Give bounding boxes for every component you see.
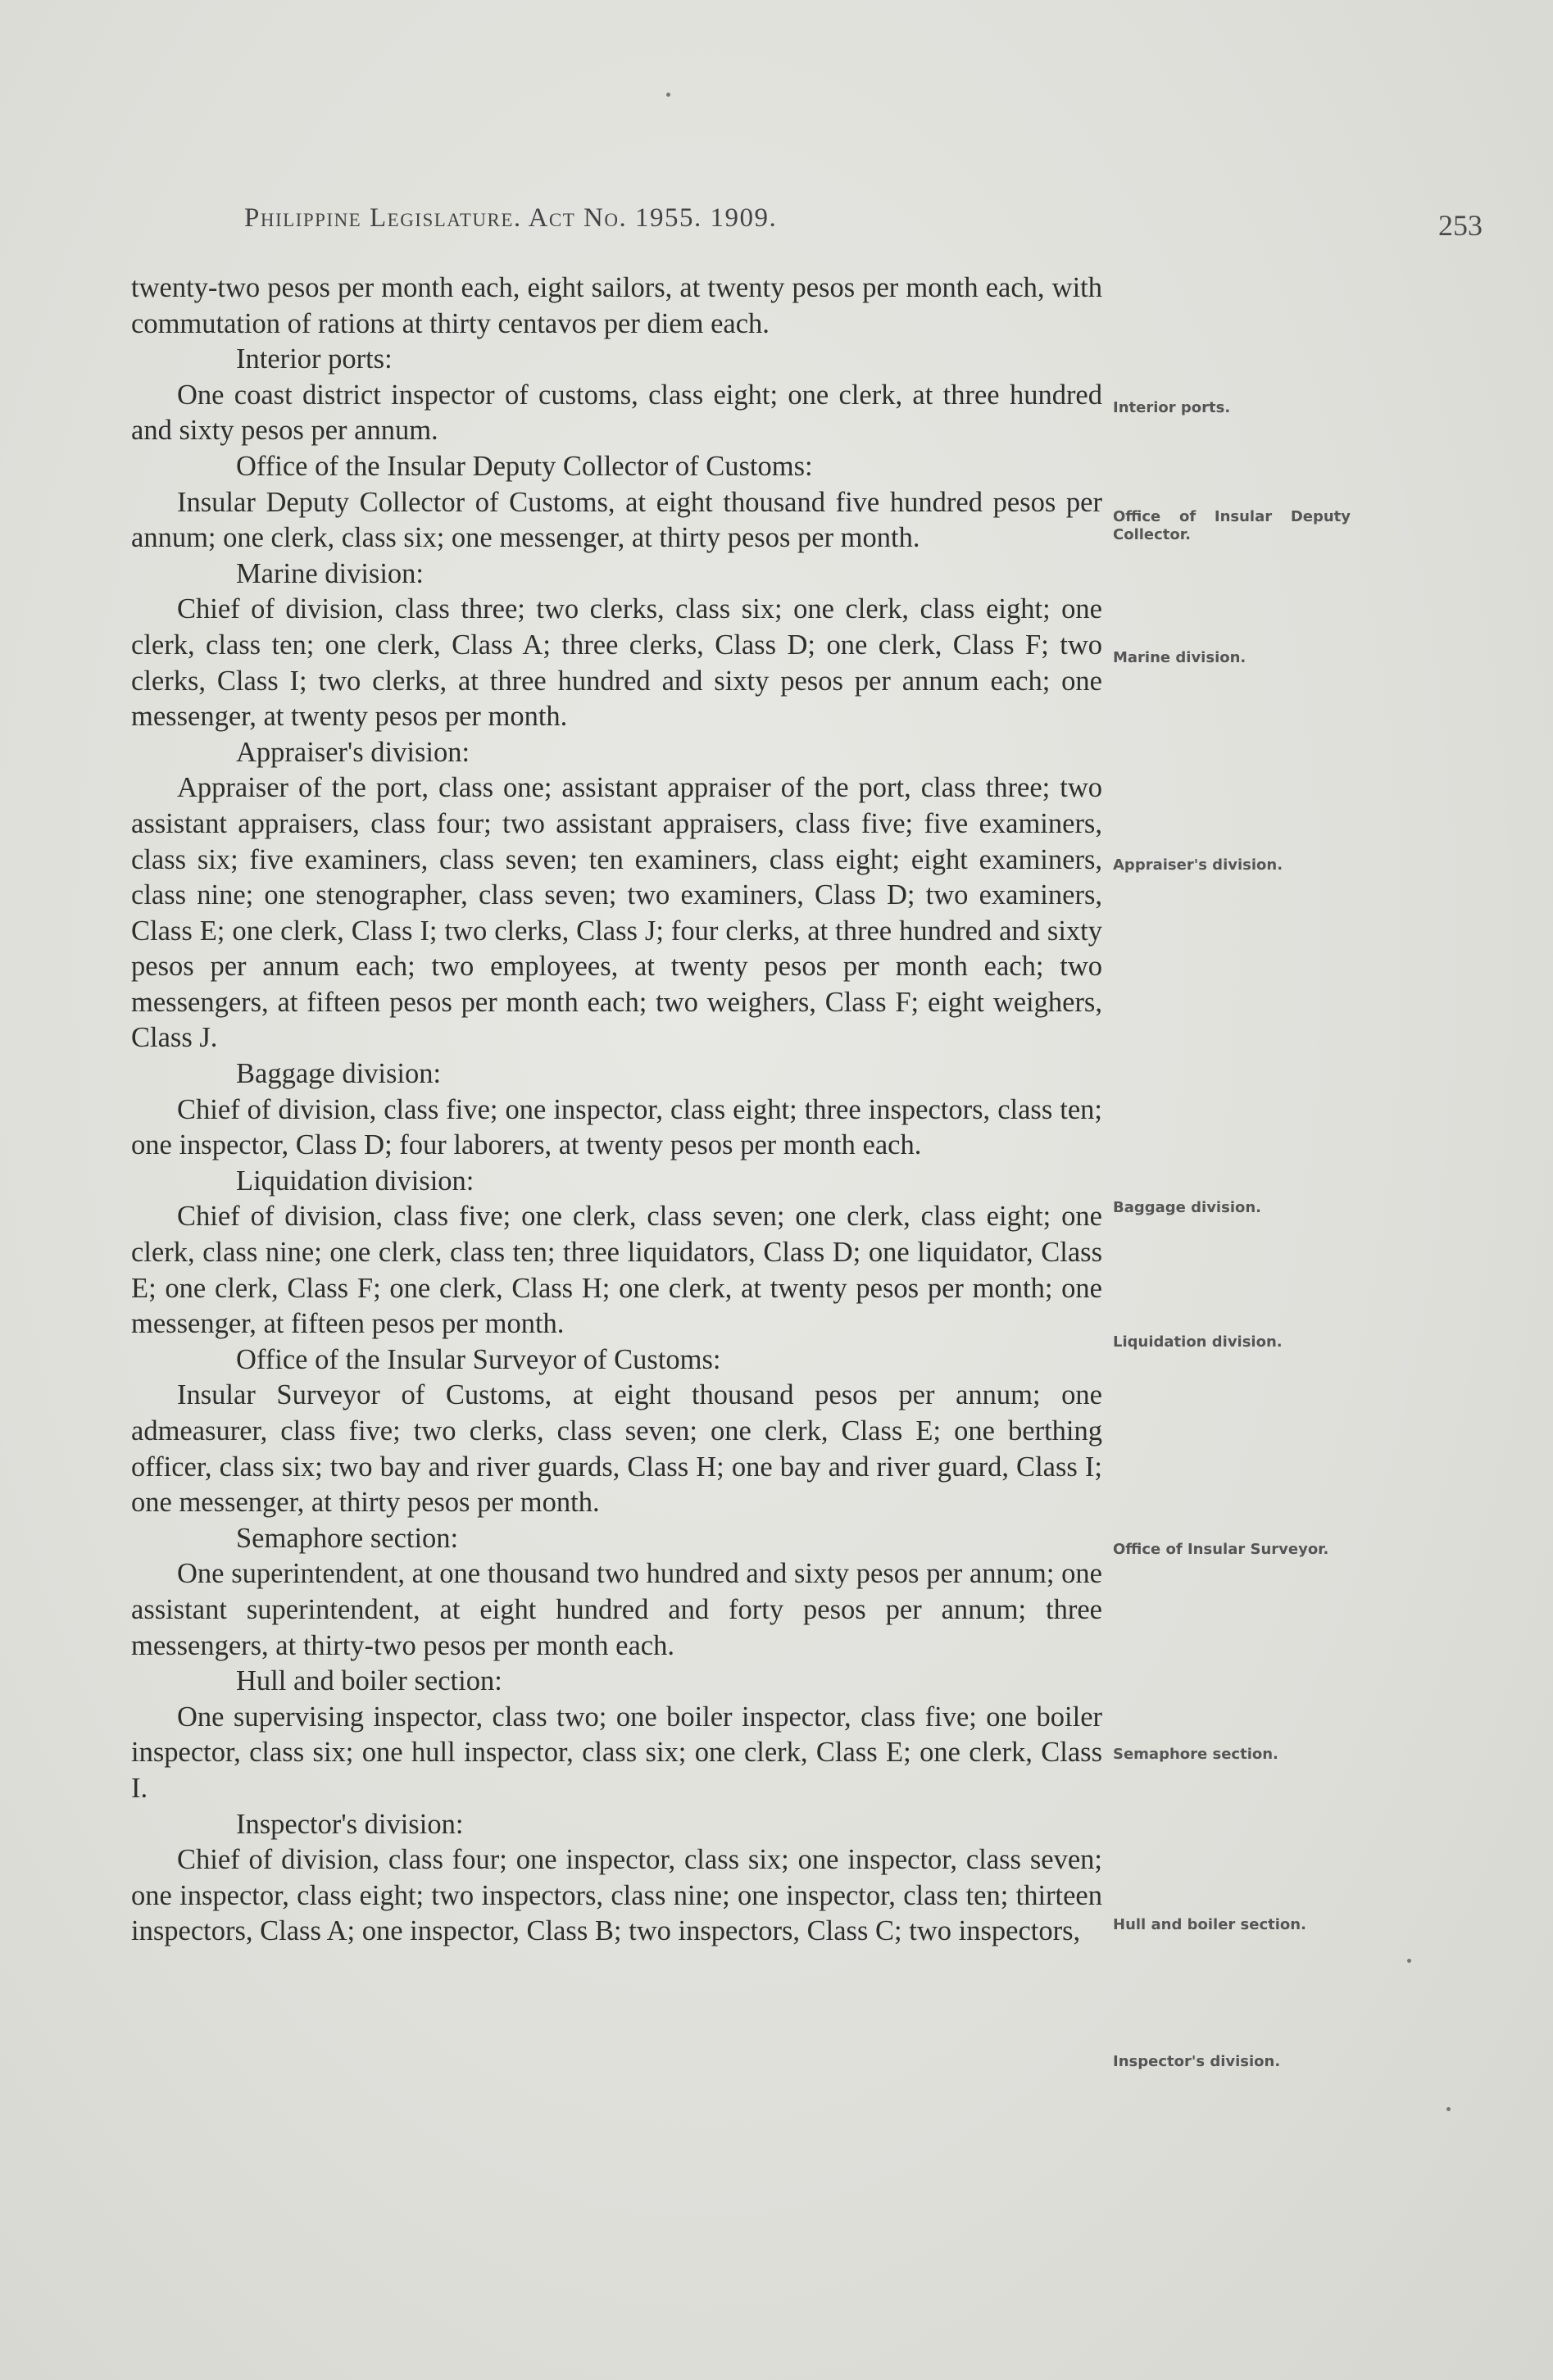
- section-text: One superintendent, at one thousand two hundred and sixty pesos per annum; one assistant superintendent, at eight hundred and forty pesos per annum; three messengers, at thirty-two pesos per month each.: [131, 1558, 1102, 1661]
- paper-speck: [1446, 2107, 1451, 2111]
- margin-note-deputy-collector: Office of Insular Deputy Collector.: [1113, 508, 1351, 543]
- section-text: Chief of division, class three; two clerks, class six; one clerk, class eight; one clerk, class ten; one clerk, Class A; three clerks, Class D; one clerk, Class F; two clerks, Class I; two clerks, at three hundred and sixty pesos per annum each; one messenger, at twenty pesos per month.: [131, 593, 1102, 733]
- margin-note-surveyor: Office of Insular Surveyor.: [1113, 1541, 1329, 1558]
- section-baggage-division: [131, 1056, 1102, 1164]
- section-text: Appraiser of the port, class one; assistant appraiser of the port, class three; two assistant appraisers, class four; two assistant appraisers, class five; five examiners, class six; five examiners, class seven; ten examiners, class eight; eight examiners, class nine; one stenographer, class seven; two examiners, Class D; two examiners, Class E; one clerk, Class I; two clerks, Class J; four clerks, at three hundred and sixty pesos per annum each; two employees, at twenty pesos per month each; two messengers, at fifteen pesos per month each; two weighers, Class F; eight weighers, Class J.: [131, 772, 1102, 1054]
- section-appraisers-division: [131, 735, 1102, 1056]
- section-heading: Interior ports:: [236, 343, 393, 375]
- section-heading: Inspector's division:: [236, 1808, 464, 1840]
- page-header: [0, 203, 1553, 252]
- section-marine-division: [131, 556, 1102, 735]
- margin-note-interior-ports: Interior ports.: [1113, 399, 1231, 416]
- section-liquidation-division: [131, 1164, 1102, 1342]
- section-interior-ports: [131, 342, 1102, 449]
- section-inspectors-division: [131, 1807, 1102, 1950]
- section-heading: Office of the Insular Surveyor of Customs:: [236, 1343, 721, 1375]
- running-head: Philippine Legislature. Act No. 1955. 1909.: [244, 203, 778, 233]
- paper-speck: [1407, 1959, 1411, 1963]
- section-heading: Baggage division:: [236, 1058, 442, 1090]
- section-text: Insular Surveyor of Customs, at eight thousand pesos per annum; one admeasurer, class five; two clerks, class seven; one clerk, Class E; one berthing officer, class six; two bay and river guards, Class H; one bay and river guard, Class I; one messenger, at thirty pesos per month.: [131, 1379, 1102, 1519]
- paper-speck: [666, 93, 670, 97]
- section-text: One supervising inspector, class two; one boiler inspector, class five; one boiler inspector, class six; one hull inspector, class six; one clerk, Class E; one clerk, Class I.: [131, 1701, 1102, 1804]
- section-semaphore: [131, 1521, 1102, 1664]
- margin-note-inspectors-division: Inspector's division.: [1113, 2053, 1281, 2070]
- section-deputy-collector: [131, 449, 1102, 556]
- margin-note-liquidation-division: Liquidation division.: [1113, 1333, 1283, 1351]
- section-text: Chief of division, class five; one inspector, class eight; three inspectors, class ten; one inspector, Class D; four laborers, at twenty pesos per month each.: [131, 1093, 1102, 1161]
- section-heading: Appraiser's division:: [236, 736, 470, 768]
- margin-note-appraisers-division: Appraiser's division.: [1113, 856, 1283, 874]
- margin-note-hull-boiler: Hull and boiler section.: [1113, 1916, 1306, 1933]
- section-heading: Office of the Insular Deputy Collector of Customs:: [236, 450, 813, 482]
- page-number: 253: [1438, 209, 1483, 242]
- section-heading: Liquidation division:: [236, 1165, 475, 1197]
- margin-note-baggage-division: Baggage division.: [1113, 1199, 1262, 1216]
- section-surveyor: [131, 1342, 1102, 1521]
- section-text: One coast district inspector of customs, class eight; one clerk, at three hundred and sixty pesos per annum.: [131, 379, 1102, 447]
- section-heading: Hull and boiler section:: [236, 1665, 502, 1697]
- section-text: Chief of division, class four; one inspector, class six; one inspector, class seven; one inspector, class eight; two inspectors, class nine; one inspector, class ten; thirteen inspectors, Class A; one inspector, Class B; two inspectors, Class C; two inspectors,: [131, 1844, 1102, 1947]
- section-heading: Semaphore section:: [236, 1522, 459, 1554]
- intro-paragraph: twenty-two pesos per month each, eight sailors, at twenty pesos per month each, with commutation of rations at thirty centavos per diem each.: [131, 272, 1102, 339]
- document-body: [131, 270, 1102, 1950]
- margin-note-semaphore: Semaphore section.: [1113, 1746, 1278, 1763]
- section-heading: Marine division:: [236, 557, 425, 589]
- section-hull-boiler: [131, 1664, 1102, 1806]
- margin-note-marine-division: Marine division.: [1113, 649, 1246, 666]
- section-text: Insular Deputy Collector of Customs, at eight thousand five hundred pesos per annum; one clerk, class six; one messenger, at thirty pesos per month.: [131, 486, 1102, 554]
- section-text: Chief of division, class five; one clerk, class seven; one clerk, class eight; one clerk, class nine; one clerk, class ten; three liquidators, Class D; one liquidator, Class E; one clerk, Class F; one clerk, Class H; one clerk, at twenty pesos per month; one messenger, at fifteen pesos per month.: [131, 1201, 1102, 1340]
